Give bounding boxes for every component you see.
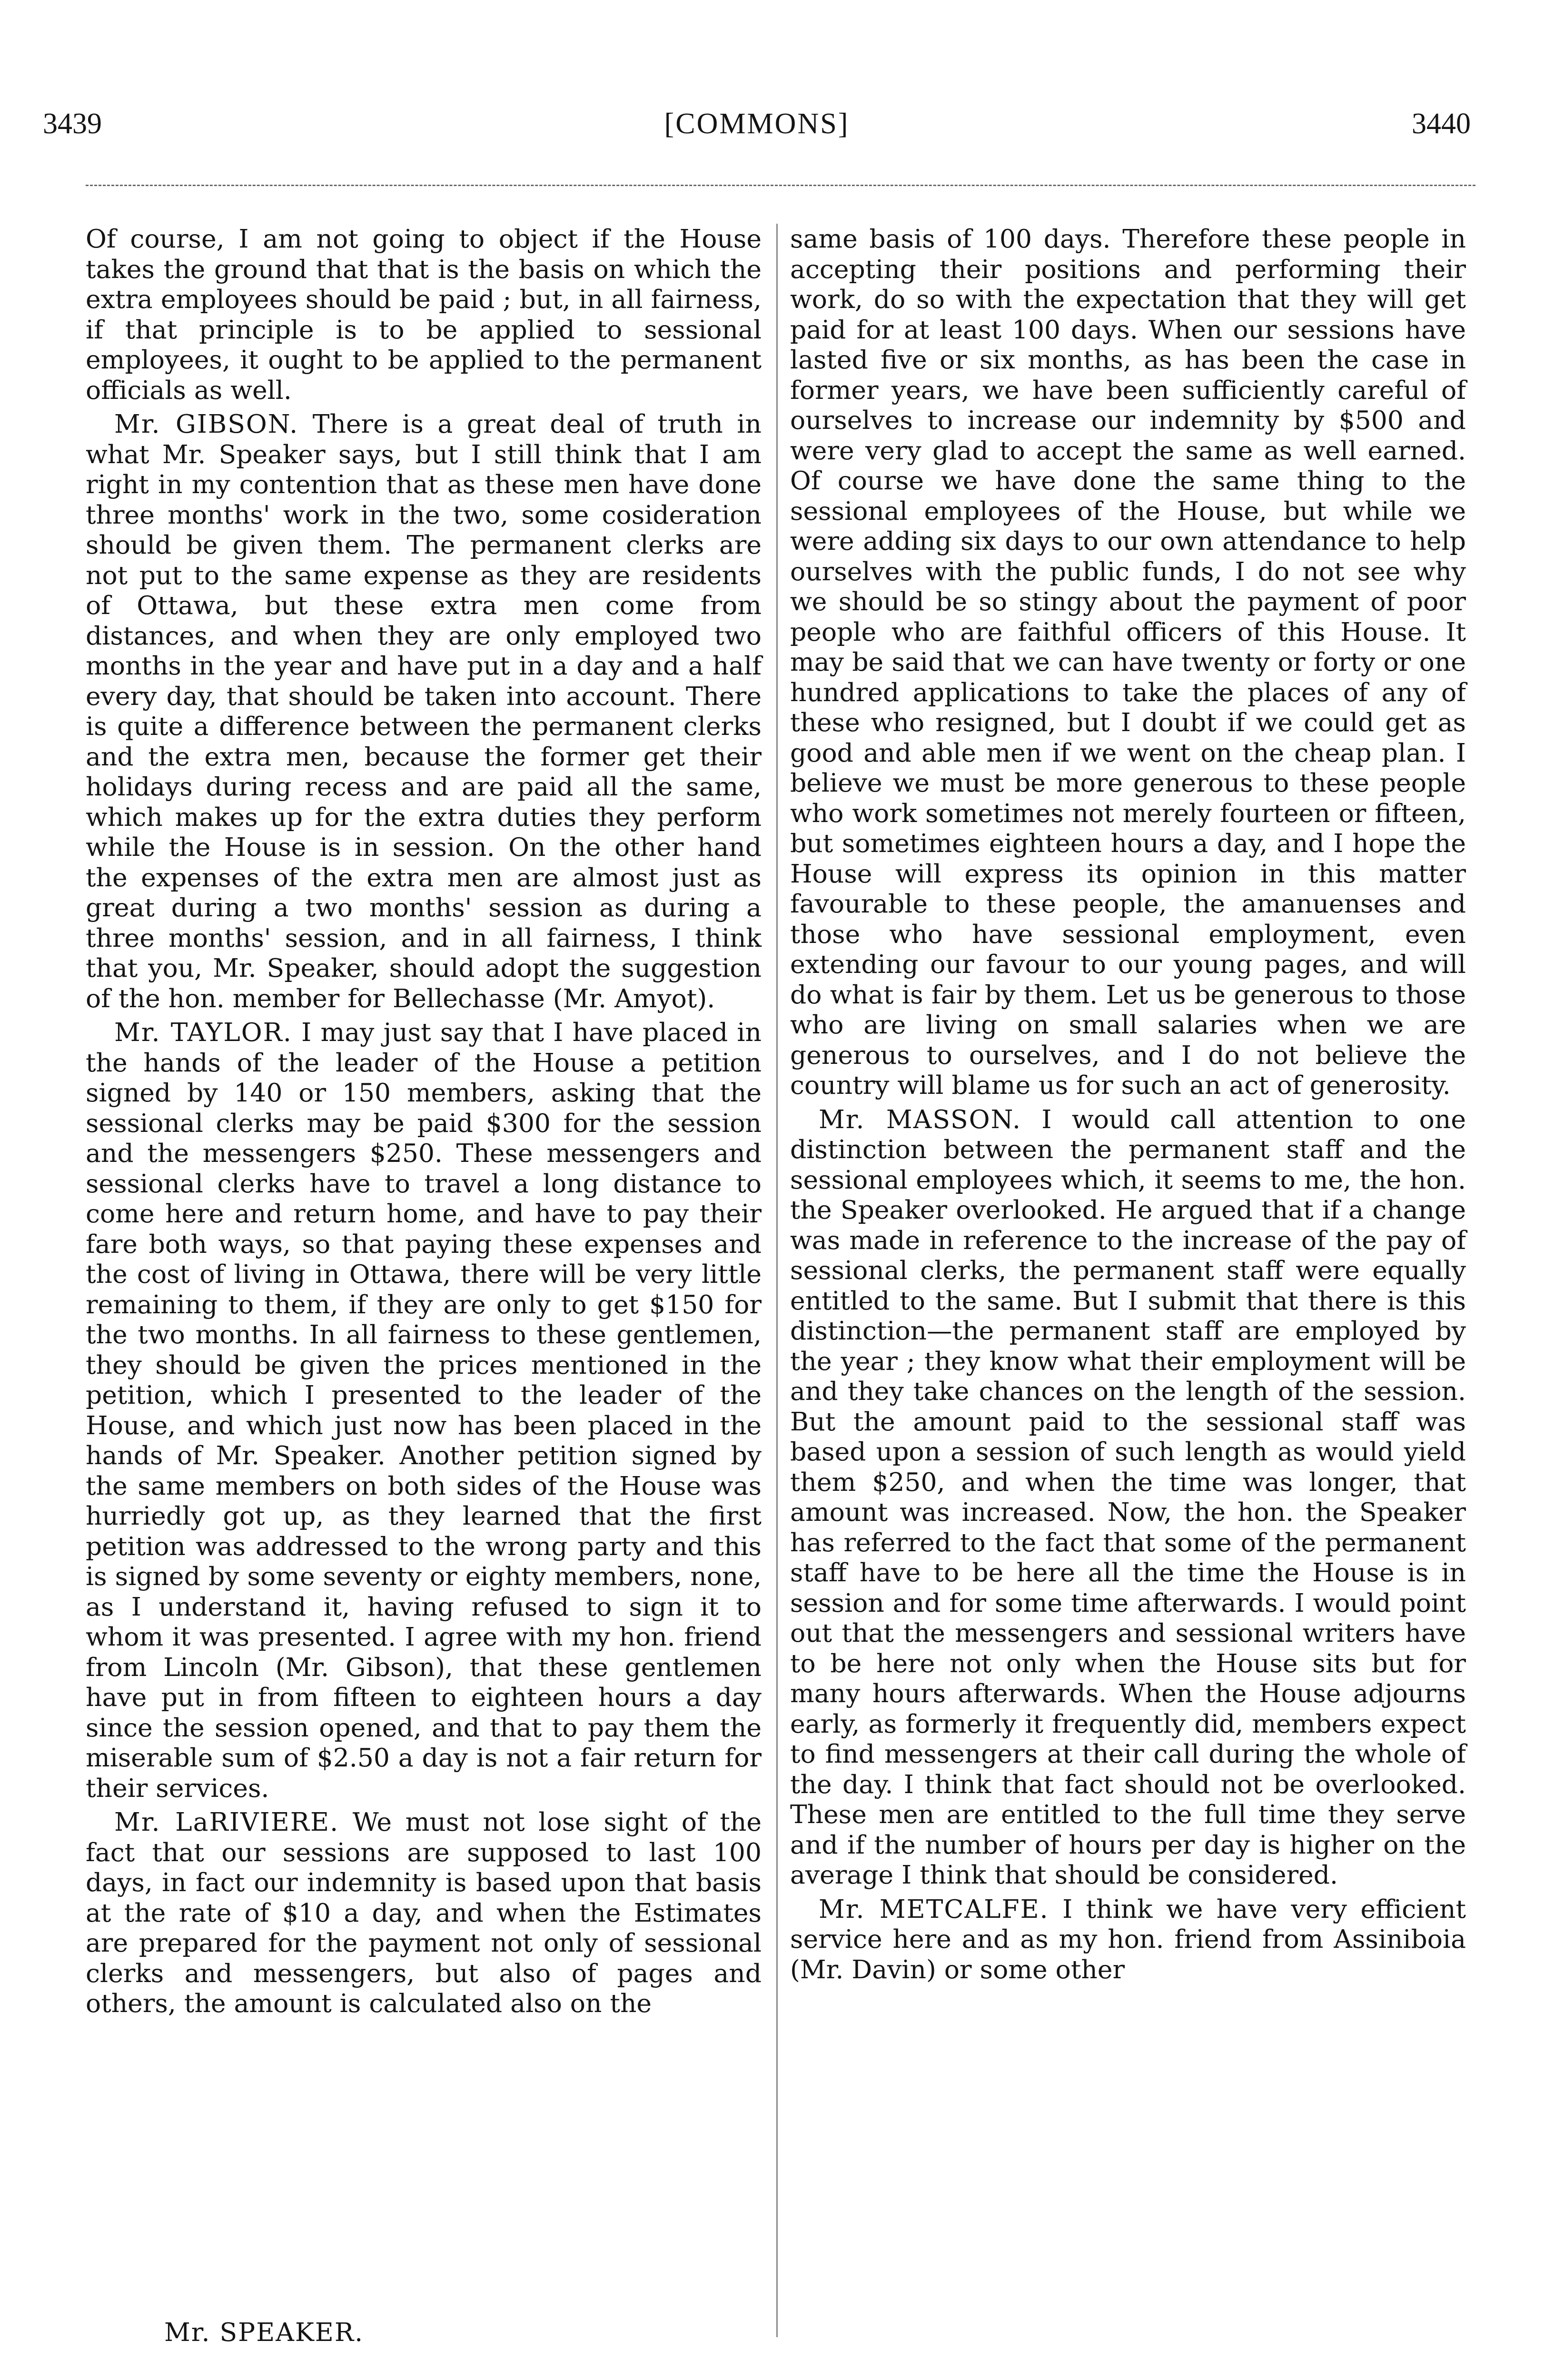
paragraph-text: There is a great deal of truth in what Mr. Speaker says, but I still think that I am right in my contention that as these men have done three months' work in the two, some cosideration should be given them. The permanent clerks are not put to the same expense as they are residents of Ottawa, but these extra men come from distances, and when they are only employed two months in the year and have put in a day and a half every day, that should be taken into account. There is quite a difference between the permanent clerks and the extra men, because the former get their holidays during recess and are paid all the same, which makes up for the extra duties they perform while the House is in session. On the other hand the expenses of the extra men are almost just as great during a two months' session as during a three months' session, and in all fairness, I think that you, Mr. Speaker, should adopt the suggestion of the hon. member for Bellechasse (Mr. Amyot). bbox=[86, 409, 762, 1013]
page-title: [COMMONS] bbox=[664, 108, 850, 140]
paragraph-text: I may just say that I have placed in the hands of the leader of the House a petition signed by 140 or 150 members, asking that the sessional clerks may be paid $300 for the session and the messengers $250. These messengers and sessional clerks have to travel a long distance to come here and return home, and have to pay their fare both ways, so that paying these expenses and the cost of living in Ottawa, there will be very little remaining to them, if they are only to get $150 for the two months. In all fairness to these gentlemen, they should be given the prices mentioned in the petition, which I presented to the leader of the House, and which just now has been placed in the hands of Mr. Speaker. Another petition signed by the same members on both sides of the House was hurriedly got up, as they learned that the first petition was addressed to the wrong party and this is signed by some seventy or eighty members, none, as I understand it, having refused to sign it to whom it was presented. I agree with my hon. friend from Lincoln (Mr. Gibson), that these gentlemen have put in from fifteen to eighteen hours a day since the session opened, and that to pay them the miserable sum of $2.50 a day is not a fair return for their services. bbox=[86, 1017, 762, 1803]
paragraph bbox=[86, 1017, 762, 1803]
speaker-name: Mr. LaRIVIERE. bbox=[114, 1807, 339, 1837]
page-number-right: 3440 bbox=[1412, 108, 1471, 140]
paragraph-text: I would call attention to one distinction between the permanent staff and the sessional employees which, it seems to me, the hon. the Speaker overlooked. He argued that if a change was made in reference to the increase of the pay of sessional clerks, the permanent staff were equally entitled to the same. But I submit that there is this distinction—the permanent staff are employed by the year ; they know what their employment will be and they take chances on the length of the session. But the amount paid to the sessional staff was based upon a session of such length as would yield them $250, and when the time was longer, that amount was increased. Now, the hon. the Speaker has referred to the fact that some of the permanent staff have to be here all the time the House is in session and for some time afterwards. I would point out that the messengers and sessional writers have to be here not only when the House sits but for many hours afterwards. When the House adjourns early, as formerly it frequently did, members expect to find messengers at their call during the whole of the day. I think that fact should not be overlooked. These men are entitled to the full time they serve and if the number of hours per day is higher on the average I think that should be considered. bbox=[790, 1104, 1466, 1890]
page-header bbox=[43, 102, 1471, 145]
paragraph-text: same basis of 100 days. Therefore these people in accepting their positions and performing their work, do so with the expectation that they will get paid for at least 100 days. When our sessions have lasted five or six months, as has been the case in former years, we have been sufficiently careful of ourselves to increase our indemnity by $500 and were very glad to accept the same as well earned. Of course we have done the same thing to the sessional employees of the House, but while we were adding six days to our own attendance to help ourselves with the public funds, I do not see why we should be so stingy about the payment of poor people who are faithful officers of this House. It may be said that we can have twenty or forty or one hundred applications to take the places of any of these who resigned, but I doubt if we could get as good and able men if we went on the cheap plan. I believe we must be more generous to these people who work sometimes not merely fourteen or fifteen, but sometimes eighteen hours a day, and I hope the House will express its opinion in this matter favourable to these people, the amanuenses and those who have sessional employment, even extending our favour to our young pages, and will do what is fair by them. Let us be generous to those who are living on small salaries when we are generous to ourselves, and I do not believe the country will blame us for such an act of generosity. bbox=[790, 224, 1466, 1100]
paragraph-text: I think we have very efficient service here and as my hon. friend from Assiniboia (Mr. Davin) or some other bbox=[790, 1894, 1466, 1984]
paragraph bbox=[790, 1104, 1466, 1890]
right-column bbox=[790, 224, 1466, 1988]
header-rule bbox=[86, 185, 1475, 186]
speaker-name: Mr. MASSON. bbox=[819, 1104, 1021, 1134]
paragraph bbox=[86, 224, 762, 405]
paragraph-text: We must not lose sight of the fact that our sessions are supposed to last 100 days, in fact our indemnity is based upon that basis at the rate of $10 a day, and when the Estimates are prepared for the payment not only of sessional clerks and messengers, but also of pages and others, the amount is calculated also on the bbox=[86, 1807, 762, 2018]
page-footer: Mr. SPEAKER. bbox=[164, 2317, 364, 2347]
paragraph bbox=[86, 1807, 762, 2019]
speaker-name: Mr. TAYLOR. bbox=[114, 1017, 292, 1047]
paragraph bbox=[86, 409, 762, 1013]
paragraph bbox=[790, 224, 1466, 1101]
speaker-name: Mr. GIBSON. bbox=[114, 409, 299, 439]
speaker-name: Mr. METCALFE. bbox=[819, 1894, 1049, 1924]
column-divider bbox=[776, 224, 778, 2337]
paragraph-text: Of course, I am not going to object if the House takes the ground that that is the basis on which the extra employees should be paid ; but, in all fairness, if that principle is to be applied to sessional employees, it ought to be applied to the permanent officials as well. bbox=[86, 224, 762, 405]
page-number-left: 3439 bbox=[43, 108, 102, 140]
left-column bbox=[86, 224, 762, 2023]
paragraph bbox=[790, 1894, 1466, 1985]
